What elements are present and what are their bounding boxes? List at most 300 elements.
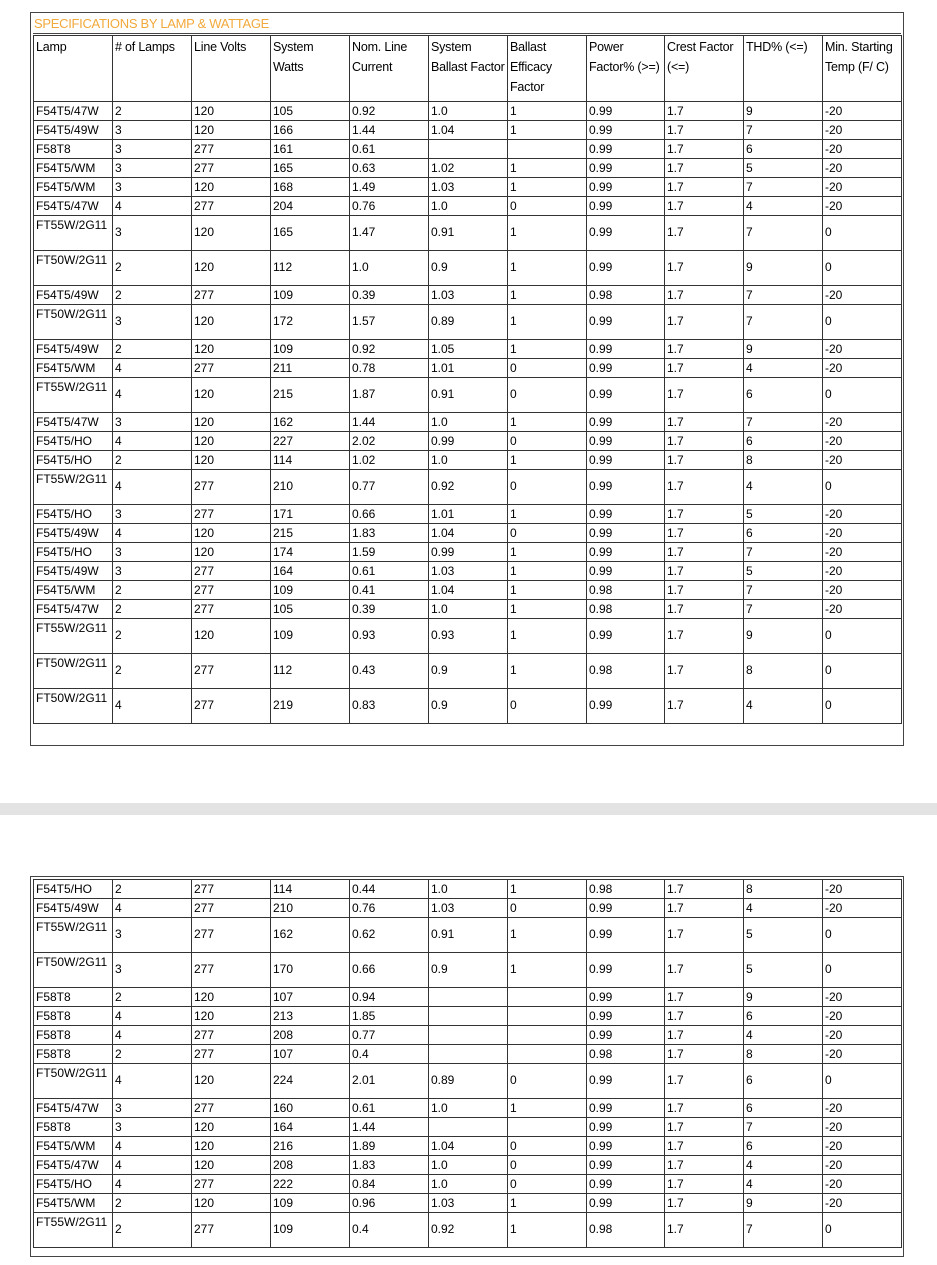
cell-power-factor: 0.98 — [587, 581, 665, 600]
cell-lamp: FT55W/2G11 — [34, 378, 113, 413]
cell-nom-line-current: 0.96 — [350, 1194, 429, 1213]
cell-lamp: F54T5/47W — [34, 1156, 113, 1175]
cell-lamp: F54T5/47W — [34, 102, 113, 121]
cell-min-starting-temp: -20 — [823, 988, 902, 1007]
cell-ballast-efficacy-factor: 1 — [508, 451, 587, 470]
spec-table-body-page-2 — [34, 880, 902, 1248]
cell-crest-factor: 1.7 — [665, 880, 744, 899]
cell-nom-line-current: 0.76 — [350, 899, 429, 918]
cell-power-factor: 0.99 — [587, 562, 665, 581]
cell-system-ballast-factor: 1.05 — [429, 340, 508, 359]
cell-thd: 6 — [744, 1007, 823, 1026]
cell-crest-factor: 1.7 — [665, 470, 744, 505]
cell-num-lamps: 3 — [113, 1118, 192, 1137]
cell-min-starting-temp: -20 — [823, 140, 902, 159]
cell-num-lamps: 2 — [113, 654, 192, 689]
cell-min-starting-temp: -20 — [823, 581, 902, 600]
cell-ballast-efficacy-factor: 1 — [508, 953, 587, 988]
cell-nom-line-current: 0.62 — [350, 918, 429, 953]
table-row — [34, 1175, 902, 1194]
cell-power-factor: 0.99 — [587, 470, 665, 505]
cell-num-lamps: 3 — [113, 562, 192, 581]
cell-lamp: F58T8 — [34, 1045, 113, 1064]
cell-lamp: FT50W/2G11 — [34, 953, 113, 988]
cell-power-factor: 0.99 — [587, 432, 665, 451]
cell-thd: 6 — [744, 1137, 823, 1156]
cell-ballast-efficacy-factor: 0 — [508, 470, 587, 505]
cell-ballast-efficacy-factor: 0 — [508, 1156, 587, 1175]
cell-power-factor: 0.99 — [587, 251, 665, 286]
cell-lamp: FT50W/2G11 — [34, 1064, 113, 1099]
cell-thd: 4 — [744, 1156, 823, 1175]
cell-line-volts: 120 — [192, 988, 271, 1007]
cell-nom-line-current: 0.84 — [350, 1175, 429, 1194]
cell-lamp: FT55W/2G11 — [34, 470, 113, 505]
cell-crest-factor: 1.7 — [665, 286, 744, 305]
cell-system-ballast-factor: 1.0 — [429, 880, 508, 899]
cell-power-factor: 0.98 — [587, 1213, 665, 1248]
cell-ballast-efficacy-factor: 0 — [508, 197, 587, 216]
cell-power-factor: 0.99 — [587, 121, 665, 140]
cell-system-ballast-factor: 1.03 — [429, 562, 508, 581]
cell-thd: 5 — [744, 505, 823, 524]
cell-system-watts: 171 — [271, 505, 350, 524]
cell-line-volts: 277 — [192, 1099, 271, 1118]
cell-num-lamps: 4 — [113, 1007, 192, 1026]
cell-power-factor: 0.99 — [587, 359, 665, 378]
cell-min-starting-temp: 0 — [823, 251, 902, 286]
cell-num-lamps: 2 — [113, 1213, 192, 1248]
cell-system-watts: 215 — [271, 378, 350, 413]
cell-thd: 7 — [744, 178, 823, 197]
cell-ballast-efficacy-factor — [508, 988, 587, 1007]
cell-thd: 7 — [744, 413, 823, 432]
cell-lamp: F54T5/49W — [34, 121, 113, 140]
spec-table-page-1 — [33, 35, 902, 724]
cell-min-starting-temp: -20 — [823, 159, 902, 178]
cell-crest-factor: 1.7 — [665, 1007, 744, 1026]
cell-crest-factor: 1.7 — [665, 581, 744, 600]
table-row — [34, 1045, 902, 1064]
cell-system-ballast-factor: 1.0 — [429, 600, 508, 619]
cell-thd: 5 — [744, 918, 823, 953]
cell-thd: 9 — [744, 102, 823, 121]
cell-crest-factor: 1.7 — [665, 359, 744, 378]
cell-line-volts: 120 — [192, 1137, 271, 1156]
cell-crest-factor: 1.7 — [665, 1213, 744, 1248]
cell-system-watts: 213 — [271, 1007, 350, 1026]
cell-system-watts: 211 — [271, 359, 350, 378]
cell-line-volts: 120 — [192, 1194, 271, 1213]
cell-system-watts: 160 — [271, 1099, 350, 1118]
cell-ballast-efficacy-factor — [508, 1045, 587, 1064]
table-row — [34, 121, 902, 140]
col-header-system-ballast-factor: System Ballast Factor — [429, 36, 508, 102]
cell-line-volts: 277 — [192, 197, 271, 216]
cell-lamp: F58T8 — [34, 1026, 113, 1045]
cell-min-starting-temp: 0 — [823, 654, 902, 689]
cell-system-watts: 105 — [271, 102, 350, 121]
cell-num-lamps: 2 — [113, 251, 192, 286]
table-row — [34, 1156, 902, 1175]
cell-thd: 9 — [744, 340, 823, 359]
cell-crest-factor: 1.7 — [665, 654, 744, 689]
cell-min-starting-temp: -20 — [823, 1137, 902, 1156]
col-header-thd: THD% (<=) — [744, 36, 823, 102]
cell-min-starting-temp: -20 — [823, 505, 902, 524]
cell-system-watts: 107 — [271, 988, 350, 1007]
table-row — [34, 286, 902, 305]
cell-ballast-efficacy-factor: 1 — [508, 918, 587, 953]
cell-min-starting-temp: -20 — [823, 178, 902, 197]
cell-lamp: FT55W/2G11 — [34, 1213, 113, 1248]
cell-nom-line-current: 0.92 — [350, 102, 429, 121]
cell-lamp: FT50W/2G11 — [34, 689, 113, 724]
cell-num-lamps: 3 — [113, 140, 192, 159]
cell-min-starting-temp: -20 — [823, 1156, 902, 1175]
cell-ballast-efficacy-factor — [508, 1007, 587, 1026]
cell-nom-line-current: 1.89 — [350, 1137, 429, 1156]
cell-system-watts: 109 — [271, 340, 350, 359]
cell-num-lamps: 3 — [113, 953, 192, 988]
cell-min-starting-temp: -20 — [823, 899, 902, 918]
cell-ballast-efficacy-factor: 1 — [508, 178, 587, 197]
cell-ballast-efficacy-factor: 0 — [508, 359, 587, 378]
cell-system-ballast-factor: 1.0 — [429, 1156, 508, 1175]
cell-thd: 4 — [744, 1026, 823, 1045]
cell-system-ballast-factor — [429, 1026, 508, 1045]
cell-power-factor: 0.99 — [587, 178, 665, 197]
cell-lamp: F54T5/WM — [34, 1194, 113, 1213]
cell-line-volts: 277 — [192, 286, 271, 305]
cell-crest-factor: 1.7 — [665, 340, 744, 359]
cell-nom-line-current: 0.39 — [350, 600, 429, 619]
cell-line-volts: 277 — [192, 1175, 271, 1194]
cell-crest-factor: 1.7 — [665, 899, 744, 918]
cell-power-factor: 0.99 — [587, 216, 665, 251]
cell-system-ballast-factor — [429, 1007, 508, 1026]
cell-min-starting-temp: -20 — [823, 880, 902, 899]
cell-line-volts: 120 — [192, 102, 271, 121]
col-header-ballast-efficacy-factor: Ballast Efficacy Factor — [508, 36, 587, 102]
cell-system-ballast-factor: 1.03 — [429, 1194, 508, 1213]
cell-line-volts: 277 — [192, 899, 271, 918]
col-header-crest-factor: Crest Factor (<=) — [665, 36, 744, 102]
cell-num-lamps: 4 — [113, 689, 192, 724]
cell-min-starting-temp: -20 — [823, 121, 902, 140]
cell-lamp: F54T5/47W — [34, 600, 113, 619]
cell-nom-line-current: 0.77 — [350, 470, 429, 505]
cell-power-factor: 0.99 — [587, 1026, 665, 1045]
cell-num-lamps: 2 — [113, 102, 192, 121]
cell-thd: 7 — [744, 1213, 823, 1248]
cell-ballast-efficacy-factor: 1 — [508, 251, 587, 286]
cell-system-ballast-factor: 1.01 — [429, 359, 508, 378]
cell-min-starting-temp: -20 — [823, 102, 902, 121]
cell-num-lamps: 2 — [113, 286, 192, 305]
cell-lamp: F54T5/49W — [34, 286, 113, 305]
cell-lamp: F54T5/47W — [34, 413, 113, 432]
cell-num-lamps: 4 — [113, 1026, 192, 1045]
cell-system-watts: 109 — [271, 619, 350, 654]
cell-system-watts: 165 — [271, 159, 350, 178]
cell-system-watts: 107 — [271, 1045, 350, 1064]
cell-nom-line-current: 1.59 — [350, 543, 429, 562]
cell-thd: 7 — [744, 1118, 823, 1137]
cell-num-lamps: 2 — [113, 340, 192, 359]
table-row — [34, 378, 902, 413]
cell-min-starting-temp: 0 — [823, 1213, 902, 1248]
cell-ballast-efficacy-factor — [508, 1026, 587, 1045]
cell-ballast-efficacy-factor: 1 — [508, 1099, 587, 1118]
col-header-lamp: Lamp — [34, 36, 113, 102]
cell-nom-line-current: 0.61 — [350, 562, 429, 581]
table-row — [34, 102, 902, 121]
cell-nom-line-current: 1.47 — [350, 216, 429, 251]
cell-crest-factor: 1.7 — [665, 1137, 744, 1156]
cell-system-ballast-factor: 1.01 — [429, 505, 508, 524]
cell-nom-line-current: 1.44 — [350, 1118, 429, 1137]
cell-thd: 4 — [744, 359, 823, 378]
cell-lamp: F54T5/WM — [34, 178, 113, 197]
cell-thd: 8 — [744, 880, 823, 899]
cell-num-lamps: 2 — [113, 600, 192, 619]
table-row — [34, 159, 902, 178]
cell-min-starting-temp: -20 — [823, 562, 902, 581]
table-row — [34, 880, 902, 899]
cell-line-volts: 120 — [192, 451, 271, 470]
cell-lamp: FT50W/2G11 — [34, 305, 113, 340]
cell-system-ballast-factor: 0.9 — [429, 689, 508, 724]
cell-lamp: F54T5/49W — [34, 340, 113, 359]
cell-crest-factor: 1.7 — [665, 1064, 744, 1099]
cell-line-volts: 277 — [192, 359, 271, 378]
cell-min-starting-temp: 0 — [823, 216, 902, 251]
cell-ballast-efficacy-factor: 1 — [508, 600, 587, 619]
cell-crest-factor: 1.7 — [665, 1175, 744, 1194]
cell-thd: 4 — [744, 1175, 823, 1194]
cell-thd: 6 — [744, 378, 823, 413]
cell-thd: 7 — [744, 121, 823, 140]
cell-system-ballast-factor: 1.0 — [429, 1099, 508, 1118]
cell-ballast-efficacy-factor: 0 — [508, 432, 587, 451]
cell-nom-line-current: 0.77 — [350, 1026, 429, 1045]
cell-crest-factor: 1.7 — [665, 178, 744, 197]
cell-line-volts: 120 — [192, 378, 271, 413]
cell-system-ballast-factor: 1.04 — [429, 524, 508, 543]
cell-lamp: F54T5/HO — [34, 880, 113, 899]
cell-lamp: F54T5/HO — [34, 505, 113, 524]
table-row — [34, 619, 902, 654]
cell-crest-factor: 1.7 — [665, 413, 744, 432]
cell-system-watts: 208 — [271, 1156, 350, 1175]
cell-line-volts: 120 — [192, 432, 271, 451]
cell-thd: 7 — [744, 286, 823, 305]
cell-nom-line-current: 1.83 — [350, 1156, 429, 1175]
cell-ballast-efficacy-factor: 0 — [508, 689, 587, 724]
cell-system-watts: 109 — [271, 286, 350, 305]
cell-num-lamps: 2 — [113, 1194, 192, 1213]
cell-line-volts: 277 — [192, 880, 271, 899]
cell-lamp: F54T5/HO — [34, 451, 113, 470]
table-row — [34, 543, 902, 562]
cell-ballast-efficacy-factor: 0 — [508, 1064, 587, 1099]
cell-line-volts: 277 — [192, 505, 271, 524]
cell-system-watts: 112 — [271, 654, 350, 689]
cell-lamp: F54T5/WM — [34, 159, 113, 178]
table-row — [34, 524, 902, 543]
cell-nom-line-current: 0.76 — [350, 197, 429, 216]
cell-thd: 7 — [744, 543, 823, 562]
cell-thd: 4 — [744, 689, 823, 724]
table-row — [34, 197, 902, 216]
cell-lamp: F58T8 — [34, 140, 113, 159]
cell-min-starting-temp: -20 — [823, 1026, 902, 1045]
cell-system-watts: 165 — [271, 216, 350, 251]
cell-lamp: FT55W/2G11 — [34, 619, 113, 654]
cell-min-starting-temp: -20 — [823, 432, 902, 451]
cell-lamp: F54T5/HO — [34, 432, 113, 451]
cell-system-watts: 216 — [271, 1137, 350, 1156]
cell-crest-factor: 1.7 — [665, 543, 744, 562]
cell-thd: 9 — [744, 988, 823, 1007]
cell-num-lamps: 4 — [113, 378, 192, 413]
table-row — [34, 1213, 902, 1248]
cell-system-ballast-factor: 1.0 — [429, 1175, 508, 1194]
cell-lamp: F54T5/HO — [34, 543, 113, 562]
cell-ballast-efficacy-factor: 1 — [508, 216, 587, 251]
cell-power-factor: 0.99 — [587, 451, 665, 470]
cell-ballast-efficacy-factor: 1 — [508, 880, 587, 899]
cell-system-watts: 112 — [271, 251, 350, 286]
cell-nom-line-current: 0.44 — [350, 880, 429, 899]
table-row — [34, 216, 902, 251]
cell-nom-line-current: 0.39 — [350, 286, 429, 305]
cell-line-volts: 277 — [192, 470, 271, 505]
table-row — [34, 1026, 902, 1045]
cell-ballast-efficacy-factor: 1 — [508, 413, 587, 432]
cell-ballast-efficacy-factor: 0 — [508, 899, 587, 918]
cell-crest-factor: 1.7 — [665, 197, 744, 216]
cell-line-volts: 120 — [192, 543, 271, 562]
cell-system-ballast-factor: 1.0 — [429, 197, 508, 216]
cell-nom-line-current: 0.43 — [350, 654, 429, 689]
cell-power-factor: 0.98 — [587, 880, 665, 899]
cell-system-ballast-factor: 0.93 — [429, 619, 508, 654]
table-row — [34, 600, 902, 619]
cell-num-lamps: 3 — [113, 1099, 192, 1118]
cell-system-watts: 170 — [271, 953, 350, 988]
cell-num-lamps: 4 — [113, 1064, 192, 1099]
cell-line-volts: 120 — [192, 619, 271, 654]
cell-crest-factor: 1.7 — [665, 1099, 744, 1118]
cell-line-volts: 120 — [192, 178, 271, 197]
cell-system-watts: 164 — [271, 1118, 350, 1137]
cell-num-lamps: 4 — [113, 197, 192, 216]
cell-min-starting-temp: 0 — [823, 470, 902, 505]
table-row — [34, 340, 902, 359]
cell-min-starting-temp: -20 — [823, 1007, 902, 1026]
cell-num-lamps: 2 — [113, 581, 192, 600]
cell-system-ballast-factor: 0.89 — [429, 1064, 508, 1099]
table-row — [34, 251, 902, 286]
cell-nom-line-current: 1.44 — [350, 121, 429, 140]
table-row — [34, 1064, 902, 1099]
cell-thd: 9 — [744, 1194, 823, 1213]
cell-ballast-efficacy-factor: 0 — [508, 524, 587, 543]
cell-power-factor: 0.99 — [587, 1118, 665, 1137]
cell-num-lamps: 3 — [113, 159, 192, 178]
cell-crest-factor: 1.7 — [665, 600, 744, 619]
table-row — [34, 1007, 902, 1026]
cell-power-factor: 0.99 — [587, 899, 665, 918]
cell-num-lamps: 4 — [113, 1156, 192, 1175]
cell-ballast-efficacy-factor: 1 — [508, 286, 587, 305]
col-header-min-starting-temp: Min. Starting Temp (F/ C) — [823, 36, 902, 102]
cell-system-ballast-factor: 0.92 — [429, 1213, 508, 1248]
cell-min-starting-temp: -20 — [823, 413, 902, 432]
cell-nom-line-current: 2.01 — [350, 1064, 429, 1099]
col-header-num-lamps: # of Lamps — [113, 36, 192, 102]
cell-system-ballast-factor: 0.9 — [429, 251, 508, 286]
cell-line-volts: 120 — [192, 1156, 271, 1175]
cell-nom-line-current: 0.83 — [350, 689, 429, 724]
cell-power-factor: 0.99 — [587, 305, 665, 340]
cell-lamp: F54T5/WM — [34, 581, 113, 600]
table-row — [34, 689, 902, 724]
header-row — [34, 36, 902, 102]
cell-system-ballast-factor: 1.0 — [429, 102, 508, 121]
cell-system-ballast-factor: 1.02 — [429, 159, 508, 178]
cell-line-volts: 120 — [192, 305, 271, 340]
cell-nom-line-current: 1.0 — [350, 251, 429, 286]
cell-system-ballast-factor: 0.99 — [429, 432, 508, 451]
cell-ballast-efficacy-factor: 1 — [508, 505, 587, 524]
cell-num-lamps: 3 — [113, 505, 192, 524]
cell-system-ballast-factor: 1.0 — [429, 413, 508, 432]
cell-power-factor: 0.99 — [587, 1175, 665, 1194]
cell-thd: 7 — [744, 305, 823, 340]
cell-power-factor: 0.98 — [587, 600, 665, 619]
cell-ballast-efficacy-factor: 1 — [508, 159, 587, 178]
cell-nom-line-current: 0.63 — [350, 159, 429, 178]
cell-crest-factor: 1.7 — [665, 1045, 744, 1064]
col-header-line-volts: Line Volts — [192, 36, 271, 102]
cell-num-lamps: 2 — [113, 988, 192, 1007]
cell-system-ballast-factor: 0.91 — [429, 378, 508, 413]
cell-ballast-efficacy-factor: 0 — [508, 378, 587, 413]
cell-line-volts: 277 — [192, 1026, 271, 1045]
cell-system-ballast-factor: 0.92 — [429, 470, 508, 505]
cell-power-factor: 0.99 — [587, 689, 665, 724]
cell-system-watts: 114 — [271, 451, 350, 470]
cell-thd: 4 — [744, 899, 823, 918]
table-row — [34, 988, 902, 1007]
cell-system-ballast-factor: 0.99 — [429, 543, 508, 562]
cell-thd: 7 — [744, 216, 823, 251]
cell-power-factor: 0.99 — [587, 1099, 665, 1118]
cell-lamp: FT55W/2G11 — [34, 216, 113, 251]
table-row — [34, 1099, 902, 1118]
cell-ballast-efficacy-factor: 1 — [508, 581, 587, 600]
cell-num-lamps: 3 — [113, 918, 192, 953]
cell-crest-factor: 1.7 — [665, 305, 744, 340]
cell-system-ballast-factor: 1.03 — [429, 178, 508, 197]
cell-power-factor: 0.99 — [587, 1007, 665, 1026]
cell-min-starting-temp: -20 — [823, 197, 902, 216]
cell-num-lamps: 4 — [113, 1137, 192, 1156]
cell-num-lamps: 3 — [113, 121, 192, 140]
